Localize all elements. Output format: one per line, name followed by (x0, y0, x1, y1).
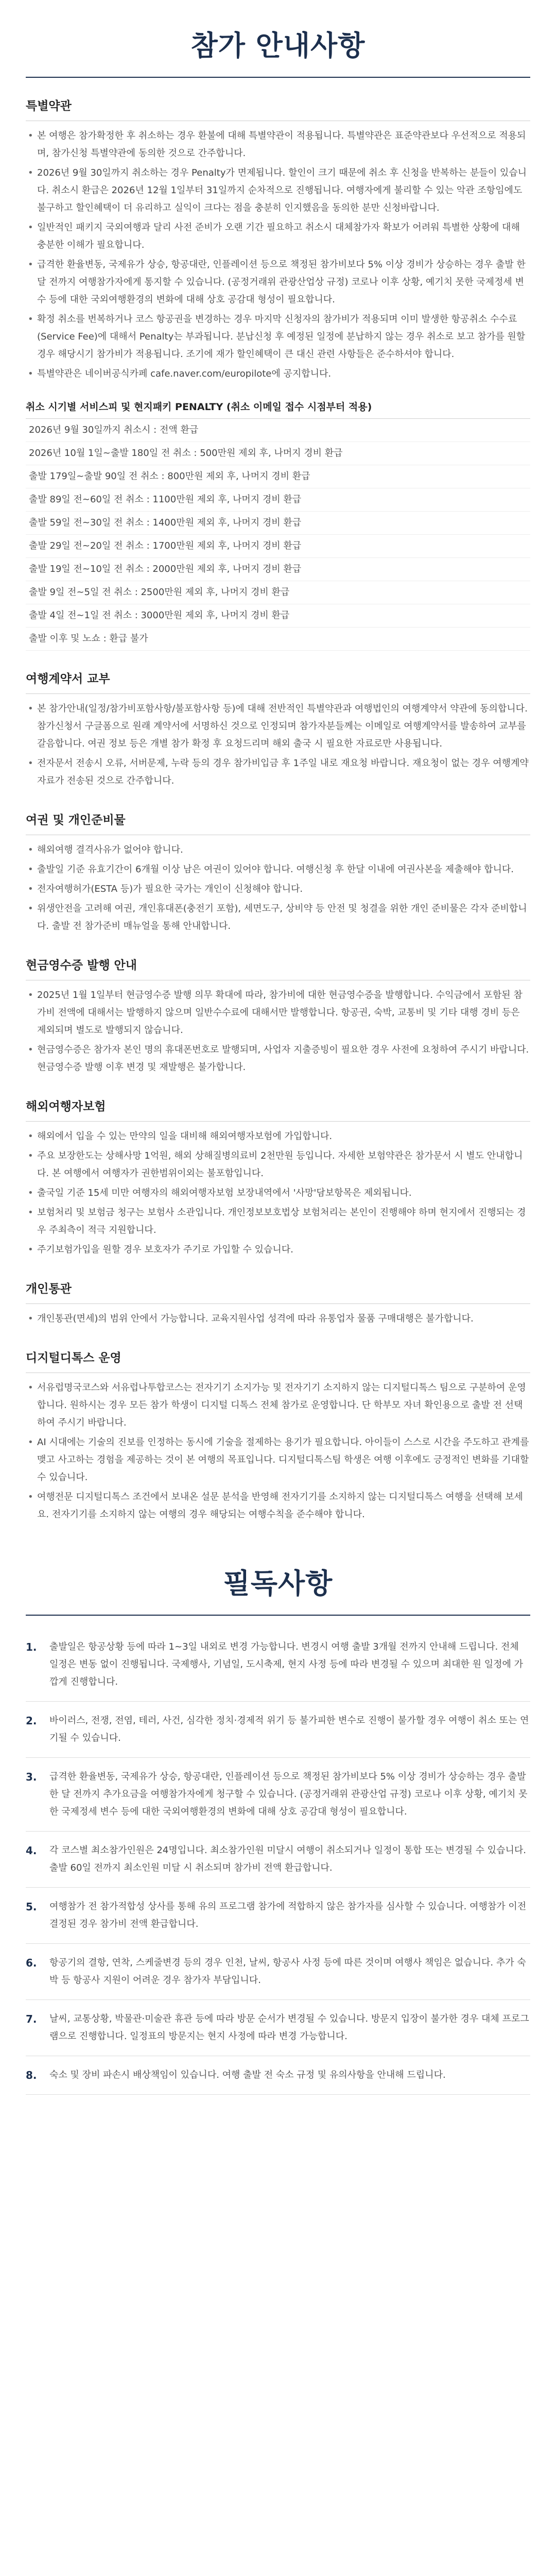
bullet-item: • 특별약관은 네이버공식카페 cafe.naver.com/europilote에 공지합니다. (26, 365, 530, 383)
bullet-item: • 본 참가안내(일정/참가비포함사항/불포함사항 등)에 대해 전반적인 특별약관과 여행법인의 여행계약서 약관에 동의합니다. 참가신청서 구글폼으로 원래 계약서에 서명하신 것으로 인정되며 참가자분들께는 이메일로 여행계약서를 발송하여 교부를 갈음합니다. 여권 정보 등은 개별 참가 확정 후 요청드리며 해외 출국 시 필요한 자료로만 사용됩니다. (26, 700, 530, 753)
fee-row: 2026년 10월 1일~출발 180일 전 취소 : 500만원 제외 후, 나머지 경비 환급 (26, 442, 530, 465)
fee-row: 출발 29일 전~20일 전 취소 : 1700만원 제외 후, 나머지 경비 환급 (26, 535, 530, 558)
note-text: 여행참가 전 참가적합성 상사를 통해 유의 프로그램 참가에 적합하지 않은 참가자를 심사할 수 있습니다. 여행참가 이전 결정된 경우 참가비 전액 환급합니다. (49, 1901, 527, 1929)
section-heading: 특별약관 (26, 78, 530, 121)
bullet-item: • 전자문서 전송시 오류, 서버문제, 누락 등의 경우 참가비입금 후 1주일 내로 재요청 바랍니다. 재요청이 없는 경우 여행계약 자료가 전송된 것으로 간주합니다. (26, 755, 530, 790)
note-text: 바이러스, 전쟁, 전염, 테러, 사건, 심각한 정치·경제적 위기 등 불가피한 변수로 진행이 불가할 경우 여행이 취소 또는 연기될 수 있습니다. (49, 1715, 529, 1743)
guide-sections (0, 651, 556, 1523)
bullet-item: • AI 시대에는 기술의 진보를 인정하는 동시에 기술을 절제하는 용기가 필요합니다. 아이들이 스스로 시간을 주도하고 관계를 맺고 사고하는 경험을 제공하는 것이 본 여행의 목표입니다. 디지털디톡스팀 학생은 여행 이후에도 긍정적인 변화를 기대할 수 있습니다. (26, 1434, 530, 1486)
notes-list (26, 1628, 530, 2095)
note-number: 7. (26, 2013, 37, 2025)
terms-sections (0, 78, 556, 383)
bullet-item: • 출국일 기준 15세 미만 여행자의 해외여행자보험 보장내역에서 '사망'담보항목은 제외됩니다. (26, 1184, 530, 1202)
section-heading: 현금영수증 발행 안내 (26, 937, 530, 980)
note-item (26, 1944, 530, 2000)
note-item (26, 1758, 530, 1832)
bullet-item: • 전자여행허가(ESTA 등)가 필요한 국가는 개인이 신청해야 합니다. (26, 880, 530, 898)
section-heading: 여권 및 개인준비물 (26, 792, 530, 835)
note-text: 출발일은 항공상황 등에 따라 1~3일 내외로 변경 가능합니다. 변경시 여행 출발 3개월 전까지 안내해 드립니다. 전체 일정은 변동 없이 진행됩니다. 국제행사, 기념일, 도시축제, 현지 사정 등에 따라 변경될 수 있으며 최대한 원 일정에 가깝게 진행합니다. (49, 1641, 523, 1687)
section-heading: 개인통관 (26, 1261, 530, 1304)
note-text: 급격한 환율변동, 국제유가 상승, 항공대란, 인플레이션 등으로 책정된 참가비보다 5% 이상 경비가 상승하는 경우 출발 한 달 전까지 추가요금을 여행참가자에게 청구할 수 있습니다. (공정거래위 관광산업 규정) 코로나 이후 상황, 예기치 못한 국제정세 변수 등에 대한 국외여행환경의 변화에 대해 상호 공감대 형성이 필요합니다. (49, 1771, 528, 1817)
bullet-list (26, 1128, 530, 1259)
fee-row: 출발 89일 전~60일 전 취소 : 1100만원 제외 후, 나머지 경비 환급 (26, 488, 530, 512)
bullet-item: • 확정 취소를 번복하거나 코스 항공권을 변경하는 경우 마지막 신청자의 참가비가 적용되며 이미 발생한 항공취소 수수료(Service Fee)에 대해서 Penalty는 부과됩니다. 분납신청 후 예정된 일정에 분납하지 않는 경우 취소로 보고 참가를 원할 경우 해당시기 참가비가 적용됩니다. 조기에 재가 할인혜택이 큰 대신 관련 사항들은 준수하셔야 합니다. (26, 311, 530, 363)
bullet-item: • 출발일 기준 유효기간이 6개월 이상 남은 여권이 있어야 합니다. 여행신청 후 한달 이내에 여권사본을 제출해야 합니다. (26, 861, 530, 878)
note-text: 숙소 및 장비 파손시 배상책임이 있습니다. 여행 출발 전 숙소 규정 및 유의사항을 안내해 드립니다. (49, 2070, 446, 2080)
bullet-list (26, 841, 530, 935)
note-number: 3. (26, 1771, 37, 1783)
bullet-item: • 일반적인 패키지 국외여행과 달리 사전 준비가 오랜 기간 필요하고 취소시 대체참가자 확보가 어려워 특별한 상황에 대해 충분한 이해가 필요합니다. (26, 219, 530, 254)
note-item (26, 1832, 530, 1888)
note-number: 8. (26, 2069, 37, 2081)
section (26, 792, 530, 935)
section-heading: 해외여행자보험 (26, 1078, 530, 1122)
fee-row: 출발 179일~출발 90일 전 취소 : 800만원 제외 후, 나머지 경비 환급 (26, 465, 530, 488)
fee-row: 출발 9일 전~5일 전 취소 : 2500만원 제외 후, 나머지 경비 환급 (26, 581, 530, 604)
bullet-item: • 현금영수증은 참가자 본인 명의 휴대폰번호로 발행되며, 사업자 지출증빙이 필요한 경우 사전에 요청하여 주시기 바랍니다. 현금영수증 발행 이후 변경 및 재발행은 불가합니다. (26, 1041, 530, 1076)
bullet-item: • 해외에서 입을 수 있는 만약의 일을 대비해 해외여행자보험에 가입합니다. (26, 1128, 530, 1145)
section-heading: 여행계약서 교부 (26, 651, 530, 694)
note-text: 날씨, 교통상황, 박물관·미술관 휴관 등에 따라 방문 순서가 변경될 수 있습니다. 방문지 입장이 불가한 경우 대체 프로그램으로 진행합니다. 일정표의 방문지는 현지 사정에 따라 변경 가능합니다. (49, 2013, 529, 2042)
bullet-list (26, 1379, 530, 1523)
section (26, 1078, 530, 1259)
note-number: 4. (26, 1844, 37, 1857)
fee-row: 출발 19일 전~10일 전 취소 : 2000만원 제외 후, 나머지 경비 환급 (26, 558, 530, 581)
bullet-item: • 위생안전을 고려해 여권, 개인휴대폰(충전기 포함), 세면도구, 상비약 등 안전 및 청결을 위한 개인 준비물은 각자 준비합니다. 출발 전 참가준비 매뉴얼을 통해 안내합니다. (26, 900, 530, 935)
fee-row: 출발 4일 전~1일 전 취소 : 3000만원 제외 후, 나머지 경비 환급 (26, 604, 530, 628)
section (26, 78, 530, 383)
notes-divider (26, 1615, 530, 1616)
section (26, 1330, 530, 1523)
bullet-item: • 본 여행은 참가확정한 후 취소하는 경우 환불에 대해 특별약관이 적용됩니다. 특별약관은 표준약관보다 우선적으로 적용되며, 참가신청 특별약관에 동의한 것으로 간주합니다. (26, 127, 530, 162)
note-text: 항공기의 결항, 연착, 스케줄변경 등의 경우 인천, 날씨, 항공사 사정 등에 따른 것이며 여행사 책임은 없습니다. 추가 숙박 등 항공사 지원이 어려운 경우 참가자 부담입니다. (49, 1957, 526, 1986)
note-number: 1. (26, 1641, 37, 1653)
note-item (26, 1888, 530, 1944)
bullet-item: • 2026년 9월 30일까지 취소하는 경우 Penalty가 면제됩니다. 할인이 크기 때문에 취소 후 신청을 반복하는 분들이 있습니다. 취소시 환급은 2026년 12월 1일부터 31일까지 순차적으로 진행됩니다. 여행자에게 불리할 수 있는 악관 조항임에도 불구하고 할인혜택이 더 유리하고 실익이 크다는 점을 충분히 인지했음을 동의한 분만 신청바랍니다. (26, 164, 530, 217)
bullet-item: • 서유럽명국코스와 서유럽나투합코스는 전자기기 소지가능 및 전자기기 소지하지 않는 디지털디톡스 팀으로 구분하여 운영합니다. 원하시는 경우 모든 참가 학생이 디지털 디톡스 전체 참가로 운영합니다. 단 학부모 자녀 확인용으로 출발 전 선택하여 주시기 바랍니다. (26, 1379, 530, 1432)
header (0, 0, 556, 78)
note-item (26, 1702, 530, 1758)
bullet-item: • 주기보험가입을 원할 경우 보호자가 주기로 가입할 수 있습니다. (26, 1241, 530, 1259)
note-item (26, 1628, 530, 1702)
bullet-list (26, 987, 530, 1076)
bullet-item: • 보험처리 및 보험금 청구는 보험사 소관입니다. 개인정보보호법상 보험처리는 본인이 진행해야 하며 현지에서 진행되는 경우 주최측이 적극 지원합니다. (26, 1204, 530, 1239)
bullet-item: • 해외여행 결격사유가 없어야 합니다. (26, 841, 530, 859)
bullet-item: • 급격한 환율변동, 국제유가 상승, 항공대란, 인플레이션 등으로 책정된 참가비보다 5% 이상 경비가 상승하는 경우 출발 한달 전까지 여행참가자에게 통지할 수 있습니다. (공정거래위 관광산업상 규정) 코로나 이후 상황, 예기치 못한 국제정세 변수 등에 대한 국외여행환경의 변화에 대해 상호 공감대 형성이 필요합니다. (26, 256, 530, 309)
notes-title: 필독사항 (223, 1567, 333, 1600)
fee-row: 출발 59일 전~30일 전 취소 : 1400만원 제외 후, 나머지 경비 환급 (26, 512, 530, 535)
fee-row: 2026년 9월 30일까지 취소시 : 전액 환급 (26, 419, 530, 442)
bullet-item: • 2025년 1월 1일부터 현금영수증 발행 의무 확대에 따라, 참가비에 대한 현금영수증을 발행합니다. 수익금에서 포함된 참가비 전액에 대해서는 발행하지 않으며 일반수수료에 대해서만 발행합니다. 항공권, 숙박, 교통비 및 기타 대행 경비 등은 제외되며 별도로 발행되지 않습니다. (26, 987, 530, 1039)
note-number: 6. (26, 1957, 37, 1969)
section (26, 651, 530, 790)
fee-section (26, 394, 530, 651)
section (26, 937, 530, 1076)
fee-table-title: 취소 시기별 서비스피 및 현지패키 PENALTY (취소 이메일 접수 시점부터 적용) (26, 394, 530, 419)
bullet-item: • 주요 보장한도는 상해사망 1억원, 해외 상해질병의료비 2천만원 등입니다. 자세한 보험약관은 참가문서 시 별도 안내합니다. 본 여행에서 여행자가 권한범위이외는 불포함입니다. (26, 1147, 530, 1182)
bullet-list (26, 1310, 530, 1328)
bullet-item: • 개인통관(면세)의 범위 안에서 가능합니다. 교육지원사업 성격에 따라 유통업자 물품 구매대행은 불가합니다. (26, 1310, 530, 1328)
note-item (26, 2056, 530, 2095)
page-title: 참가 안내사항 (190, 29, 366, 62)
fee-row: 출발 이후 및 노쇼 : 환급 불가 (26, 628, 530, 651)
section (26, 1261, 530, 1328)
fee-rows (26, 419, 530, 651)
bullet-item: • 여행전문 디지털디톡스 조건에서 보내온 설문 분석을 반영해 전자기기를 소지하지 않는 디지털디톡스 여행을 선택해 보세요. 전자기기를 소지하지 않는 여행의 경우 해당되는 여행수칙을 준수해야 합니다. (26, 1488, 530, 1523)
fee-table (26, 394, 530, 651)
section-heading: 디지털디톡스 운영 (26, 1330, 530, 1373)
note-number: 2. (26, 1715, 37, 1727)
notes-header (0, 1526, 556, 1616)
note-number: 5. (26, 1901, 37, 1913)
note-item (26, 2000, 530, 2056)
note-text: 각 코스별 최소참가인원은 24명입니다. 최소참가인원 미달시 여행이 취소되거나 일정이 통합 또는 변경될 수 있습니다. 출발 60일 전까지 최소인원 미달 시 취소되며 참가비 전액 환급합니다. (49, 1845, 526, 1873)
bullet-list (26, 127, 530, 383)
bullet-list (26, 700, 530, 790)
